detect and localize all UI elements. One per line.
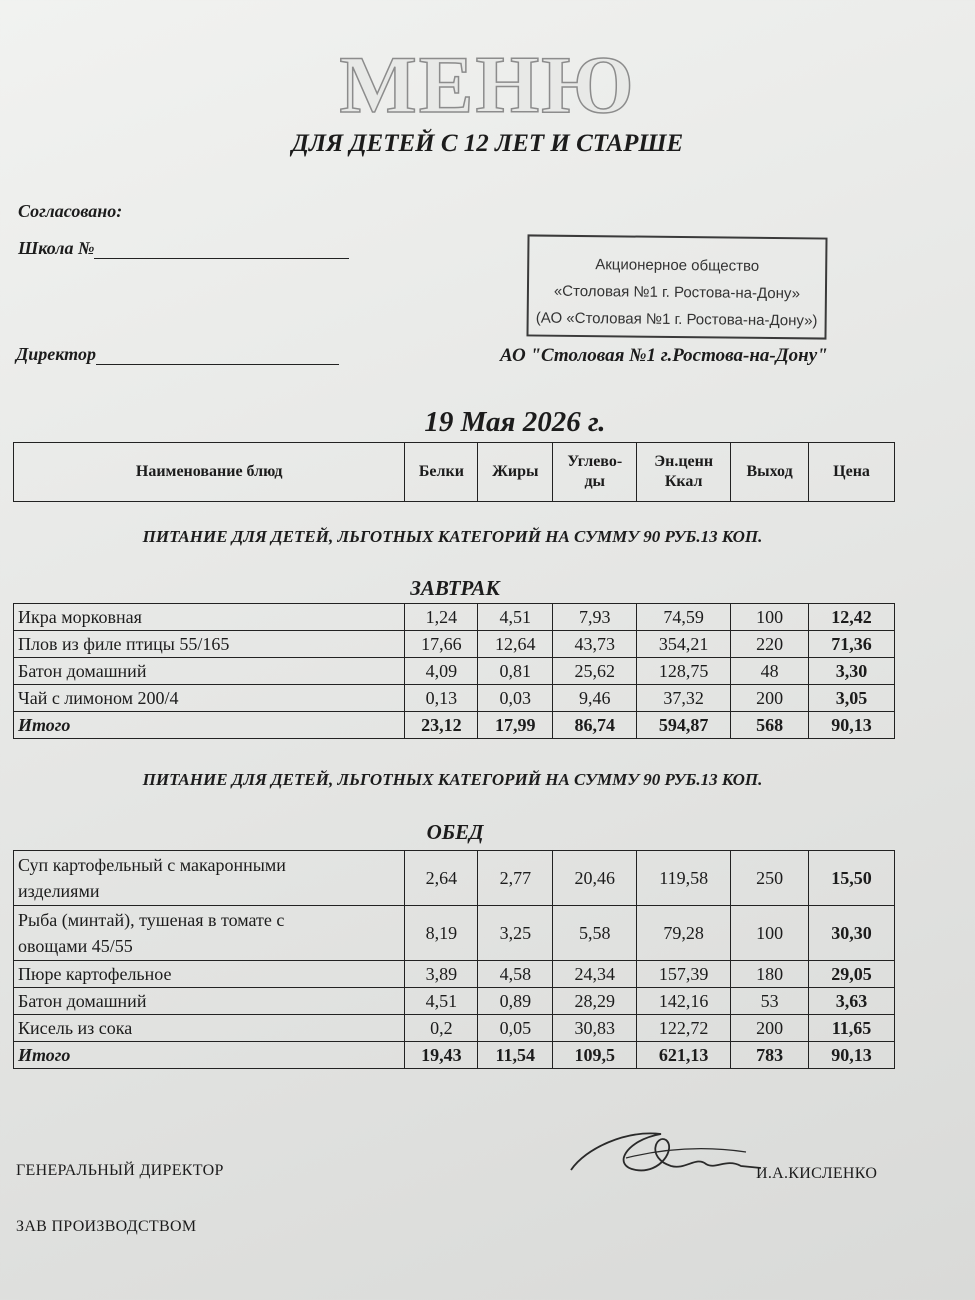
director-label: Директор xyxy=(16,344,96,364)
total-row: Итого 19,43 11,54 109,5 621,13 783 90,13 xyxy=(14,1042,895,1069)
production-head-label: ЗАВ ПРОИЗВОДСТВОМ xyxy=(16,1218,197,1235)
total-row: Итого 23,12 17,99 86,74 594,87 568 90,13 xyxy=(14,712,895,739)
col-output: Выход xyxy=(731,443,809,502)
breakfast-section-title: ПИТАНИЕ ДЛЯ ДЕТЕЙ, ЛЬГОТНЫХ КАТЕГОРИЙ НА СУММУ 90 РУБ.13 КОП. xyxy=(142,527,763,546)
director-blank xyxy=(96,345,339,365)
signature-icon xyxy=(566,1118,766,1188)
col-carbs: Углево- ды xyxy=(553,443,637,502)
menu-header-table xyxy=(13,442,895,502)
general-director-label: ГЕНЕРАЛЬНЫЙ ДИРЕКТОР xyxy=(16,1162,224,1179)
table-row: Пюре картофельное 3,89 4,58 24,34 157,39 180 29,05 xyxy=(14,961,895,988)
col-energy: Эн.ценн Ккал xyxy=(637,443,731,502)
director-line xyxy=(16,344,339,365)
col-protein: Белки xyxy=(405,443,478,502)
table-row: Икра морковная 1,24 4,51 7,93 74,59 100 12,42 xyxy=(14,604,895,631)
lunch-title: ОБЕД xyxy=(426,820,484,844)
table-row: Суп картофельный с макаронными изделиями 2,64 2,77 20,46 119,58 250 15,50 xyxy=(14,851,895,906)
stamp-line-3: (АО «Столовая №1 г. Ростова-на-Дону») xyxy=(535,309,818,330)
col-price: Цена xyxy=(809,443,895,502)
breakfast-table xyxy=(13,603,895,739)
table-row: Чай с лимоном 200/4 0,13 0,03 9,46 37,32 200 3,05 xyxy=(14,685,895,712)
stamp-line-1: Акционерное общество xyxy=(595,256,760,275)
table-row: Плов из филе птицы 55/165 17,66 12,64 43,73 354,21 220 71,36 xyxy=(14,631,895,658)
stamp-line-2: «Столовая №1 г. Ростова-на-Дону» xyxy=(553,282,801,303)
school-line xyxy=(18,238,349,259)
menu-subtitle: ДЛЯ ДЕТЕЙ С 12 ЛЕТ И СТАРШЕ xyxy=(291,130,684,157)
agreed-label: Согласовано: xyxy=(18,201,123,221)
school-label: Школа № xyxy=(18,238,95,258)
lunch-section-title: ПИТАНИЕ ДЛЯ ДЕТЕЙ, ЛЬГОТНЫХ КАТЕГОРИЙ НА СУММУ 90 РУБ.13 КОП. xyxy=(142,770,763,789)
table-row: Батон домашний 4,51 0,89 28,29 142,16 53 3,63 xyxy=(14,988,895,1015)
menu-title: МЕНЮ xyxy=(339,39,636,130)
lunch-table xyxy=(13,850,895,1069)
menu-date: 19 Мая 2026 г. xyxy=(424,406,606,438)
general-director-name: И.А.КИСЛЕНКО xyxy=(756,1165,878,1182)
table-row: Батон домашний 4,09 0,81 25,62 128,75 48 3,30 xyxy=(14,658,895,685)
school-blank xyxy=(94,239,349,259)
col-name: Наименование блюд xyxy=(14,443,405,502)
company-stamp xyxy=(526,234,827,339)
col-fat: Жиры xyxy=(478,443,553,502)
company-name: АО "Столовая №1 г.Ростова-на-Дону" xyxy=(500,345,828,366)
table-row: Рыба (минтай), тушеная в томате с овощами 45/55 8,19 3,25 5,58 79,28 100 30,30 xyxy=(14,906,895,961)
table-row: Кисель из сока 0,2 0,05 30,83 122,72 200 11,65 xyxy=(14,1015,895,1042)
breakfast-title: ЗАВТРАК xyxy=(410,576,500,600)
